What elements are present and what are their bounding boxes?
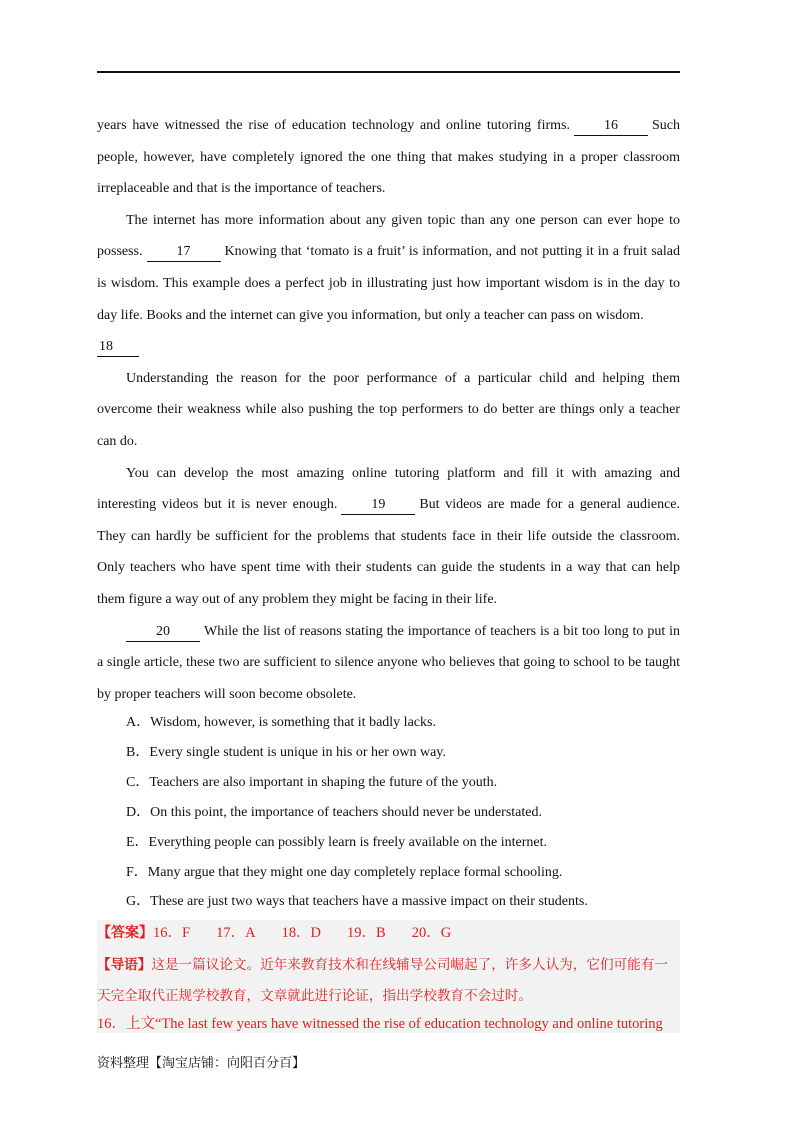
option-g: G．These are just two ways that teachers have a massive impact on their students. bbox=[126, 894, 588, 910]
options-list bbox=[126, 708, 681, 917]
footer-source: 资料整理【淘宝店铺：向阳百分百】 bbox=[97, 1056, 306, 1071]
answer-key-17: 17．A bbox=[216, 925, 256, 941]
paragraph-5: 20 While the list of reasons stating the importance of teachers is a bit too long to put in a single article, these two are sufficient to silence anyone who believes that going to school to be taught by proper teachers will soon become obsolete. bbox=[97, 623, 680, 702]
explanation-16: 16．上文“The last few years have witnessed the rise of education technology and online tutoring bbox=[97, 1016, 663, 1032]
guide-text: 【导语】这是一篇议论文。近年来教育技术和在线辅导公司崛起了，许多人认为，它们可能有一天完全取代正规学校教育，文章就此进行论证，指出学校教育不会过时。 bbox=[97, 957, 668, 1004]
answer-keys bbox=[97, 923, 680, 943]
blank-19: 19 bbox=[341, 496, 415, 515]
answer-label: 【答案】 bbox=[97, 925, 153, 941]
paragraph-2-blank bbox=[97, 331, 680, 363]
paragraph-2: The internet has more information about any given topic than any one person can ever hope to possess. 17 Knowing that ‘tomato is a fruit’ is information, and not putting it in a fruit salad is wisdom. This example does a perfect job in illustrating just how important wisdom is in the day to day life. Books and the internet can give you information, but only a teacher can pass on wisdom. bbox=[97, 212, 680, 323]
blank-17: 17 bbox=[147, 243, 221, 262]
option-d: D．On this point, the importance of teachers should never be understated. bbox=[126, 804, 542, 820]
guide-label: 【导语】 bbox=[97, 957, 152, 973]
blank-18: 18 bbox=[97, 338, 139, 357]
option-a: A．Wisdom, however, is something that it badly lacks. bbox=[126, 715, 436, 730]
option-f: F．Many argue that they might one day completely replace formal schooling. bbox=[126, 864, 563, 880]
paragraph-1: years have witnessed the rise of education technology and online tutoring firms. 16 Such people, however, have completely ignored the one thing that makes studying in a proper classroom irreplaceable and that is the importance of teachers. bbox=[97, 118, 680, 197]
blank-20: 20 bbox=[126, 623, 200, 642]
option-c: C．Teachers are also important in shaping the future of the youth. bbox=[126, 774, 498, 790]
blank-16: 16 bbox=[574, 117, 648, 136]
header-rule bbox=[97, 71, 680, 73]
paragraph-3: Understanding the reason for the poor performance of a particular child and helping them overcome their weakness while also pushing the top performers to do better are things only a teacher can do. bbox=[97, 370, 680, 449]
option-b: B．Every single student is unique in his or her own way. bbox=[126, 744, 446, 760]
passage bbox=[97, 110, 680, 710]
answer-key-19: 19．B bbox=[347, 925, 386, 941]
answer-key-18: 18．D bbox=[281, 925, 322, 941]
paragraph-4: You can develop the most amazing online tutoring platform and fill it with amazing and interesting videos but it is never enough. 19 But videos are made for a general audience. They can hardly be sufficient for the problems that students face in their life outside the classroom. Only teachers who have spent time with their students can guide the students in a way that can help them figure a way out of any problem they might be facing in their life. bbox=[97, 465, 680, 607]
option-e: E．Everything people can possibly learn is freely available on the internet. bbox=[126, 834, 548, 850]
answer-key-20: 20．G bbox=[411, 925, 452, 941]
answer-key-16: 16．F bbox=[153, 925, 191, 941]
